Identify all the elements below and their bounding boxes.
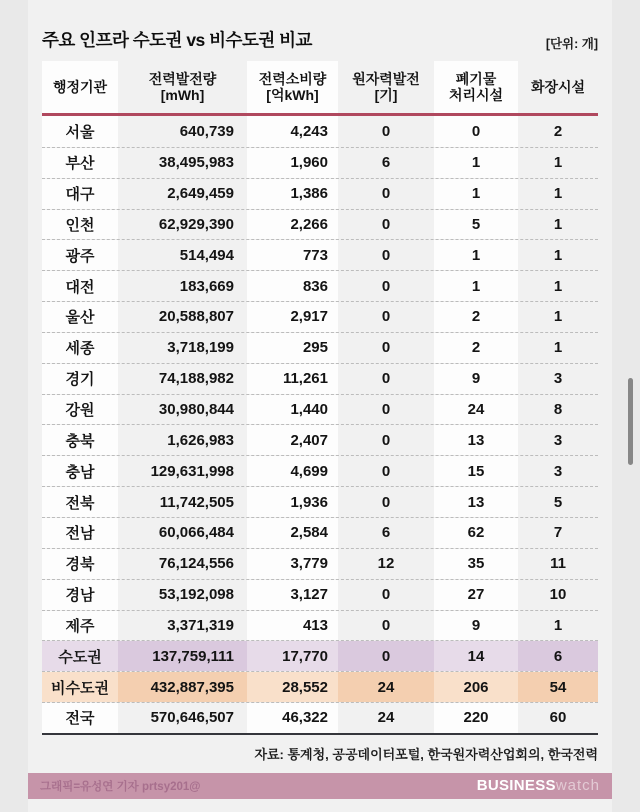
value-cell: 432,887,395 — [118, 672, 247, 702]
value-cell: 0 — [381, 185, 391, 203]
region-cell: 광주 — [42, 240, 118, 270]
graphic-credit: 그래픽=유성연 기자 prtsy201@ — [40, 780, 201, 793]
table-row — [42, 610, 598, 641]
value-cell: 1,440 — [247, 395, 338, 425]
table-row — [42, 116, 598, 147]
column-header-sublabel: [mWh] — [160, 87, 205, 103]
value-cell: 35 — [434, 549, 518, 579]
column-header-sublabel: [기] — [374, 87, 398, 103]
value-cell: 2,266 — [247, 210, 338, 240]
column-header-label: 폐기물 — [455, 70, 497, 87]
value-cell: 206 — [434, 672, 518, 702]
value-cell: 17,770 — [247, 641, 338, 671]
value-cell: 1,386 — [247, 179, 338, 209]
table-row — [42, 579, 598, 610]
table-row — [42, 424, 598, 455]
value-cell: 1,936 — [247, 487, 338, 517]
value-cell: 24 — [338, 672, 434, 702]
value-cell: 24 — [434, 395, 518, 425]
table-row — [42, 147, 598, 178]
column-header-region — [42, 61, 118, 113]
table-row — [42, 455, 598, 486]
value-cell: 1 — [553, 185, 563, 203]
value-cell: 2 — [553, 122, 563, 140]
table-row — [42, 702, 598, 733]
table-body — [42, 116, 598, 733]
value-cell: 11,742,505 — [159, 493, 234, 511]
table-row — [42, 178, 598, 209]
column-header-waste — [434, 61, 518, 113]
value-cell: 11 — [550, 555, 566, 573]
value-cell: 1 — [553, 339, 563, 357]
value-cell: 1 — [434, 240, 518, 270]
value-cell: 2,584 — [247, 518, 338, 548]
table-row — [42, 332, 598, 363]
value-cell: 836 — [247, 271, 338, 301]
region-cell: 제주 — [42, 611, 118, 641]
value-cell: 1 — [553, 277, 563, 295]
table-row — [42, 486, 598, 517]
region-cell: 세종 — [42, 333, 118, 363]
value-cell: 3 — [553, 431, 563, 449]
region-cell: 울산 — [42, 302, 118, 332]
value-cell: 20,588,807 — [158, 308, 234, 326]
logo-text-light: watch — [555, 776, 600, 794]
column-header-nuclear — [338, 61, 434, 113]
value-cell: 74,188,982 — [158, 370, 234, 388]
value-cell: 2,917 — [247, 302, 338, 332]
value-cell: 2 — [434, 302, 518, 332]
value-cell: 3,371,319 — [167, 616, 234, 634]
region-cell: 인천 — [42, 210, 118, 240]
value-cell: 11,261 — [247, 364, 338, 394]
value-cell: 54 — [518, 672, 598, 702]
table-row — [42, 301, 598, 332]
value-cell: 15 — [434, 456, 518, 486]
value-cell: 0 — [381, 586, 391, 604]
column-header-sublabel: 처리시설 — [448, 87, 504, 103]
value-cell: 3,718,199 — [167, 339, 234, 357]
value-cell: 0 — [434, 116, 518, 147]
value-cell: 60,066,484 — [158, 524, 234, 542]
region-cell: 전북 — [42, 487, 118, 517]
value-cell: 1 — [434, 179, 518, 209]
table-row — [42, 548, 598, 579]
value-cell: 3 — [553, 370, 563, 388]
region-cell: 비수도권 — [42, 672, 118, 702]
column-header-label: 원자력발전 — [352, 70, 420, 87]
value-cell: 1 — [434, 148, 518, 178]
value-cell: 2 — [434, 333, 518, 363]
region-cell: 전남 — [42, 518, 118, 548]
value-cell: 9 — [434, 364, 518, 394]
table-bottom-divider — [42, 733, 598, 735]
value-cell: 1 — [434, 271, 518, 301]
value-cell: 0 — [381, 431, 391, 449]
value-cell: 570,646,507 — [150, 709, 234, 727]
value-cell: 0 — [381, 122, 391, 140]
value-cell: 0 — [381, 246, 391, 264]
value-cell: 24 — [377, 709, 395, 727]
region-cell: 대전 — [42, 271, 118, 301]
value-cell: 3,779 — [247, 549, 338, 579]
value-cell: 1 — [553, 154, 563, 172]
value-cell: 4,699 — [247, 456, 338, 486]
value-cell: 0 — [381, 462, 391, 480]
column-header-label: 화장시설 — [530, 78, 586, 95]
value-cell: 62,929,390 — [158, 215, 234, 233]
value-cell: 0 — [381, 277, 391, 295]
value-cell: 5 — [434, 210, 518, 240]
region-cell: 전국 — [42, 703, 118, 733]
value-cell: 2,649,459 — [167, 185, 234, 203]
region-cell: 경남 — [42, 580, 118, 610]
table-row — [42, 394, 598, 425]
table-row — [42, 671, 598, 702]
region-cell: 부산 — [42, 148, 118, 178]
value-cell: 773 — [247, 240, 338, 270]
value-cell: 30,980,844 — [158, 401, 234, 419]
source-note: 자료: 통계청, 공공데이터포털, 한국원자력산업회의, 한국전력 — [254, 746, 598, 762]
column-header-label: 전력발전량 — [148, 70, 217, 87]
value-cell: 2,407 — [247, 425, 338, 455]
title-bar — [42, 26, 598, 52]
column-header-label: 전력소비량 — [258, 70, 327, 87]
value-cell: 5 — [553, 493, 563, 511]
column-header-sublabel: [억kWh] — [266, 87, 319, 103]
unit-note: [단위: 개] — [545, 37, 598, 51]
value-cell: 0 — [381, 339, 391, 357]
value-cell: 0 — [338, 641, 434, 671]
value-cell: 220 — [434, 703, 518, 733]
value-cell: 640,739 — [179, 122, 234, 140]
value-cell: 6 — [518, 641, 598, 671]
logo-text-bold: BUSINESS — [476, 776, 556, 794]
value-cell: 0 — [381, 401, 391, 419]
page-title: 주요 인프라 수도권 vs 비수도권 비교 — [42, 30, 312, 50]
value-cell: 1 — [553, 308, 563, 326]
value-cell: 10 — [549, 586, 567, 604]
scrollbar-thumb[interactable] — [628, 378, 633, 465]
value-cell: 295 — [247, 333, 338, 363]
value-cell: 7 — [553, 524, 563, 542]
value-cell: 76,124,556 — [158, 555, 234, 573]
value-cell: 183,669 — [179, 277, 234, 295]
region-cell: 경기 — [42, 364, 118, 394]
value-cell: 0 — [381, 616, 391, 634]
value-cell: 12 — [377, 555, 395, 573]
table-row — [42, 363, 598, 394]
value-cell: 27 — [434, 580, 518, 610]
table-header — [42, 61, 598, 113]
region-cell: 경북 — [42, 549, 118, 579]
value-cell: 9 — [434, 611, 518, 641]
value-cell: 0 — [381, 215, 391, 233]
column-header-cremation — [518, 61, 598, 113]
value-cell: 129,631,998 — [150, 462, 234, 480]
value-cell: 38,495,983 — [158, 154, 234, 172]
value-cell: 413 — [247, 611, 338, 641]
footer-bar — [28, 773, 612, 799]
value-cell: 1 — [553, 246, 563, 264]
value-cell: 14 — [434, 641, 518, 671]
value-cell: 6 — [381, 524, 391, 542]
region-cell: 충남 — [42, 456, 118, 486]
value-cell: 3 — [553, 462, 563, 480]
region-cell: 수도권 — [42, 641, 118, 671]
value-cell: 53,192,098 — [158, 586, 234, 604]
region-cell: 충북 — [42, 425, 118, 455]
table-row — [42, 239, 598, 270]
value-cell: 1,960 — [247, 148, 338, 178]
region-cell: 서울 — [42, 116, 118, 147]
value-cell: 514,494 — [179, 246, 234, 264]
table-row — [42, 270, 598, 301]
value-cell: 8 — [553, 401, 563, 419]
table-row — [42, 640, 598, 671]
value-cell: 0 — [381, 308, 391, 326]
value-cell: 4,243 — [247, 116, 338, 147]
column-header-label: 행정기관 — [52, 78, 108, 95]
region-cell: 대구 — [42, 179, 118, 209]
column-header-generation — [118, 61, 247, 113]
value-cell: 0 — [381, 370, 391, 388]
businesswatch-logo — [477, 773, 600, 799]
value-cell: 6 — [381, 154, 391, 172]
region-cell: 강원 — [42, 395, 118, 425]
value-cell: 137,759,111 — [118, 641, 247, 671]
value-cell: 1 — [553, 616, 563, 634]
value-cell: 0 — [381, 493, 391, 511]
value-cell: 1,626,983 — [167, 431, 234, 449]
value-cell: 1 — [553, 215, 563, 233]
value-cell: 60 — [549, 709, 567, 727]
value-cell: 28,552 — [247, 672, 338, 702]
value-cell: 13 — [434, 487, 518, 517]
column-header-consumption — [247, 61, 338, 113]
table-row — [42, 517, 598, 548]
infographic-card — [28, 0, 612, 812]
value-cell: 46,322 — [247, 703, 338, 733]
value-cell: 62 — [434, 518, 518, 548]
value-cell: 13 — [434, 425, 518, 455]
value-cell: 3,127 — [247, 580, 338, 610]
table-row — [42, 209, 598, 240]
